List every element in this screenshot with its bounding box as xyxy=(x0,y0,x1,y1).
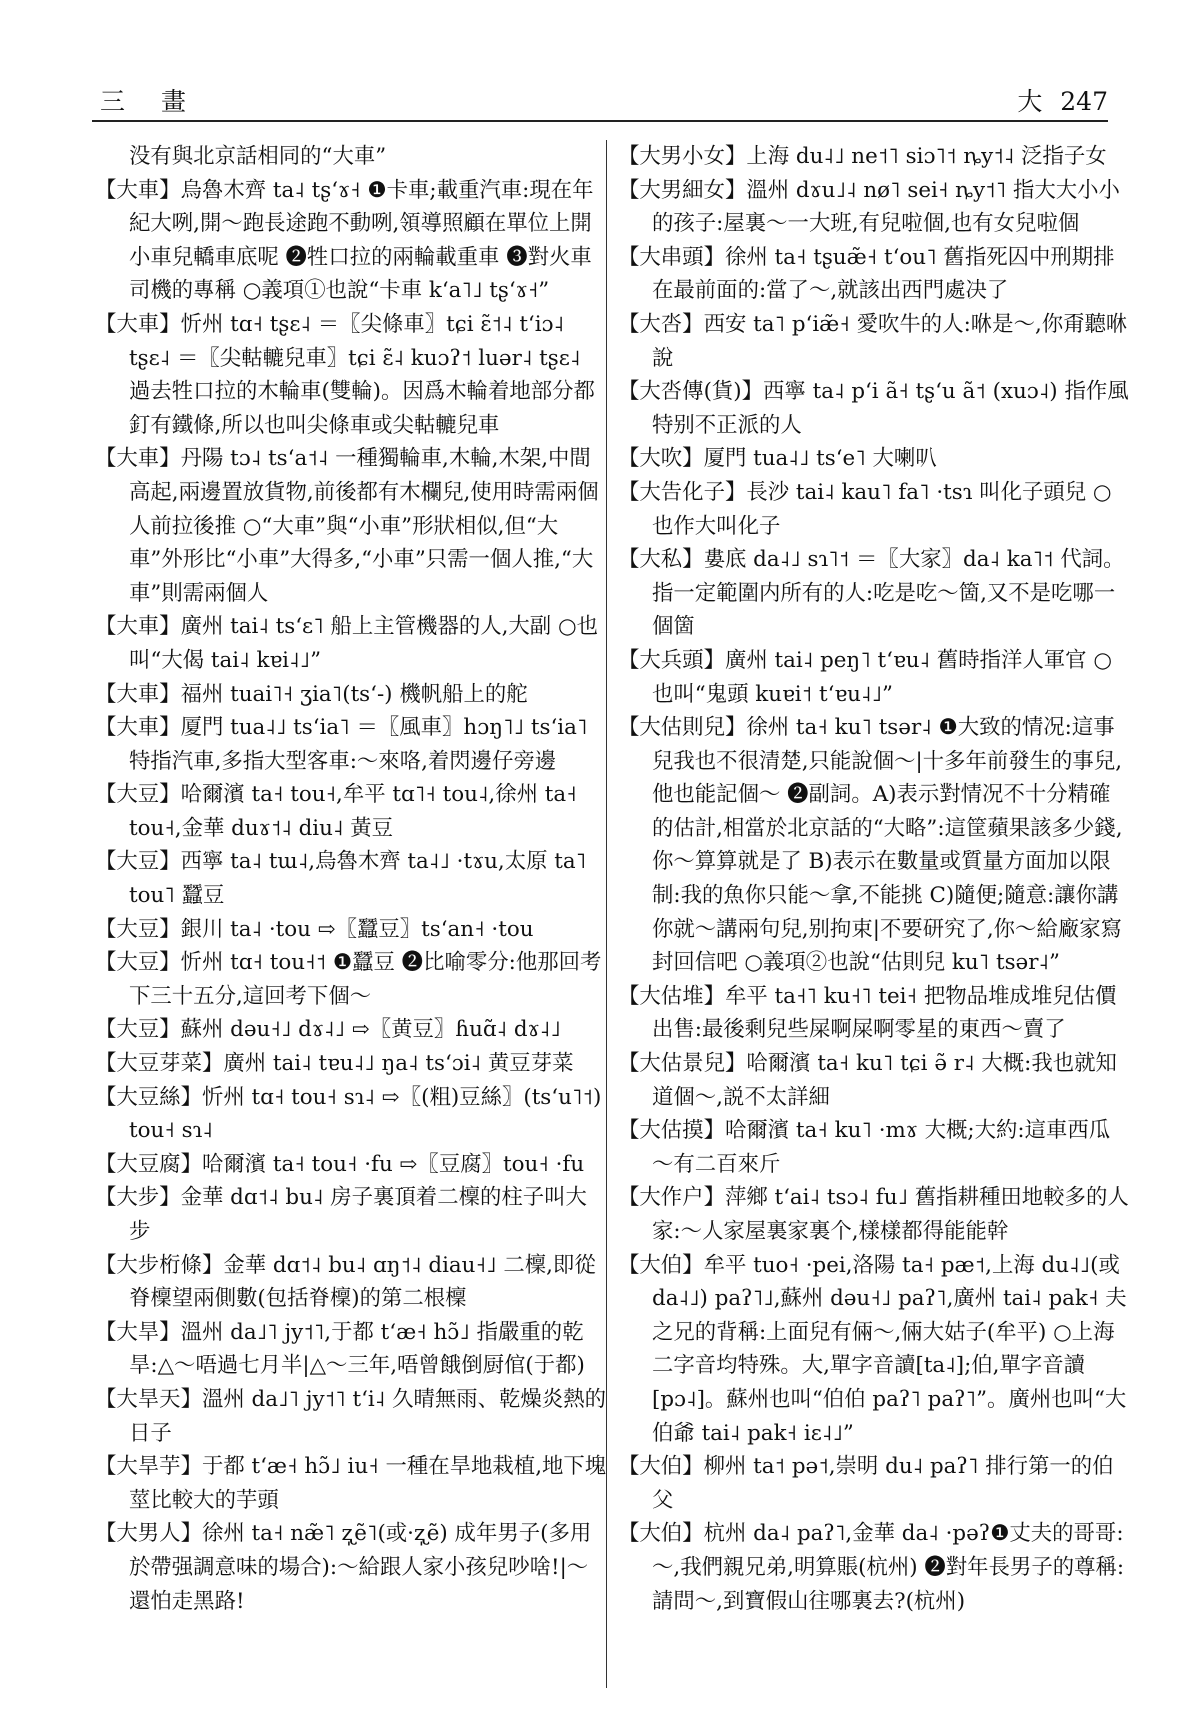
dictionary-entry: 【大車】廣州 tai˨ tsʻɛ˥ 船上主管機器的人,大副 ○也叫“大偈 tai˨ kɐi˨˩” xyxy=(95,614,599,673)
dictionary-entry: 【大吹】厦門 tua˨˩ tsʻe˥ 大喇叭 xyxy=(618,446,937,472)
left-column xyxy=(95,140,607,1618)
dictionary-entry: 【大呇】西安 ta˥ pʻiæ̃˧ 愛吹牛的人:咻是～,你甭聽咻說 xyxy=(618,311,1128,371)
dictionary-entry: 没有與北京話相同的“大車” xyxy=(129,144,387,169)
dictionary-entry: 【大旱芋】于都 tʻæ˧ hɔ̃˩ iu˧ 一種在旱地栽植,地下塊莖比較大的芋頭 xyxy=(95,1454,607,1513)
section-title: 三 畫 xyxy=(100,87,200,116)
dictionary-entry: 【大車】福州 tuai˥˧ ʒia˥(tsʻ-) 機帆船上的舵 xyxy=(95,681,528,707)
dictionary-entry: 【大豆】忻州 tɑ˧ tou˧˦ ❶蠶豆 ❷比喻零分:他那回考下三十五分,這回考下個～ xyxy=(95,950,602,1009)
dictionary-entry: 【大呇傳(貨)】西寧 ta˨ pʻi ã˧ tʂʻu ã˦ (xuɔ˨) 指作風特别不正派的人 xyxy=(618,379,1129,438)
dictionary-entry: 【大步桁條】金華 dɑ˦˨ bu˨ ɑŋ˦˨ diau˧˩ 二檁,即從脊檁望兩側數(包括脊檁)的第二根檁 xyxy=(95,1252,596,1312)
dictionary-entry: 【大作户】萍鄉 tʻai˨ tsɔ˨ fu˩ 舊指耕種田地較多的人家:～人家屋裏家裏个,樣樣都得能能幹 xyxy=(618,1185,1129,1244)
dictionary-entry: 【大車】忻州 tɑ˧ tʂɛ˨ ＝〖尖條車〗tɕi ɛ̃˦˨ tʻiɔ˨ tʂɛ˨ ＝〖尖軲轆兒車〗tɕi ɛ̃˨ kuɔʔ˦ luər˨ tʂɛ˨ 過去牲口拉的木輪車(雙輪)。因爲木輪着地部分都釘有鐵條,所以也叫尖條車或尖軲轆兒車 xyxy=(95,311,595,438)
page-number: 247 xyxy=(1060,87,1108,116)
dictionary-entry: 【大豆】蘇州 dəu˧˩ dɤ˨˩ ⇨〖黄豆〗ɦuɑ̃˨ dɤ˨˩ xyxy=(95,1017,561,1043)
dictionary-entry: 【大豆】銀川 ta˨ ·tou ⇨〖蠶豆〗tsʻan˧ ·tou xyxy=(95,916,534,942)
dictionary-entry: 【大車】厦門 tua˨˩ tsʻia˥ ＝〖風車〗hɔŋ˥˩ tsʻia˥ 特指汽車,多指大型客車:～來咯,着閃邊仔旁邊 xyxy=(95,715,588,774)
dictionary-entry: 【大串頭】徐州 ta˧ tʂuæ̃˧ tʻou˥ 舊指死囚中刑期排在最前面的:當了～,就該出西門處决了 xyxy=(618,244,1115,304)
dictionary-entry: 【大豆芽菜】廣州 tai˨ tɐu˨˩ ŋa˨ tsʻɔi˨ 黄豆芽菜 xyxy=(95,1051,574,1077)
dictionary-entry: 【大豆腐】哈爾濱 ta˧ tou˧ ·fu ⇨〖豆腐〗tou˧ ·fu xyxy=(95,1151,585,1177)
dictionary-entry: 【大伯】牟平 tuo˧ ·pei,洛陽 ta˧ pæ˦,上海 du˨˩(或 da˨˩) paʔ˥˩,蘇州 dəu˧˩ paʔ˥,廣州 tai˨ pak˧ 夫之兄的背稱:上面兒有倆～,倆大姑子(牟平) ○上海二字音均特殊。大,單字音讀[ta˨];伯,單字音讀[pɔ˨]。蘇州也叫“伯伯 paʔ˥ paʔ˥”。廣州也叫“大伯爺 tai˨ pak˧ iɛ˨˩” xyxy=(618,1252,1127,1446)
dictionary-entry: 【大伯】柳州 ta˦ pə˦,崇明 du˨ paʔ˥ 排行第一的伯父 xyxy=(618,1454,1114,1513)
right-column xyxy=(618,140,1130,1618)
dictionary-entry: 【大私】婁底 da˨˩ sɿ˥˦ ＝〖大家〗da˨ ka˥˦ 代詞。指一定範圍内所有的人:吃是吃～箇,又不是吃哪一個箇 xyxy=(618,547,1125,640)
dictionary-entry: 【大旱】溫州 da˩˥ jy˦˥,于都 tʻæ˧ hɔ̃˩ 指嚴重的乾旱:△～唔過七月半|△～三年,唔曾餓倒厨倌(于都) xyxy=(95,1319,585,1379)
dictionary-entry: 【大男人】徐州 ta˧ næ̃˥ ʐ̩ẽ˥(或·ʐ̩ẽ) 成年男子(多用於帶强調意味的場合):～給跟人家小孩兒吵啥!|～還怕走黑路! xyxy=(95,1521,592,1614)
dictionary-entry: 【大車】烏魯木齊 ta˨ tʂʻɤ˧ ❶卡車;載重汽車:現在年紀大咧,開～跑長途跑不動咧,領導照顧在單位上開小車兒轎車底呢 ❷牲口拉的兩輪載重車 ❸對火車司機的專稱 ○義項①也說“卡車 kʻa˥˩ tʂʻɤ˧” xyxy=(95,177,594,304)
dictionary-entry: 【大兵頭】廣州 tai˨ peŋ˥ tʻɐu˨ 舊時指洋人軍官 ○也叫“鬼頭 kuɐi˦ tʻɐu˨˩” xyxy=(618,647,1113,707)
dictionary-entry: 【大告化子】長沙 tai˨ kau˥ fa˥ ·tsɿ 叫化子頭兒 ○也作大叫化子 xyxy=(618,479,1112,539)
head-character: 大 xyxy=(1017,87,1043,116)
page-header xyxy=(92,80,1108,122)
dictionary-entry: 【大估堆】牟平 ta˧˥ ku˧˥ tei˧ 把物品堆成堆兒估價出售:最後剩兒些屎啊屎啊零星的東西～賣了 xyxy=(618,983,1117,1043)
dictionary-entry: 【大旱天】溫州 da˩˥ jy˦˥ tʻi˨ 久晴無雨、乾燥炎熱的日子 xyxy=(95,1386,606,1446)
dictionary-entry: 【大豆絲】忻州 tɑ˧ tou˧ sɿ˨ ⇨〖(粗)豆絲〗(tsʻu˥˦) tou˧ sɿ˨ xyxy=(95,1084,602,1144)
running-head xyxy=(1007,82,1108,118)
dictionary-entry: 【大男小女】上海 du˨˩ ne˦˥ siɔ˥˦ ȵy˦˨ 泛指子女 xyxy=(618,144,1107,169)
dictionary-entry: 【大男細女】溫州 dɤu˩˨ nø˥ sei˧ ȵy˦˥ 指大大小小的孩子:屋裏～一大班,有兒啦個,也有女兒啦個 xyxy=(618,177,1120,237)
dictionary-entry: 【大步】金華 dɑ˦˨ bu˨ 房子裏頂着二檁的柱子叫大步 xyxy=(95,1185,587,1244)
dictionary-entry: 【大車】丹陽 tɔ˨ tsʻa˦˨ 一種獨輪車,木輪,木架,中間高起,兩邊置放貨物,前後都有木欄兒,使用時需兩個人前拉後推 ○“大車”與“小車”形狀相似,但“大車”外形比“小車”大得多,“小車”只需一個人推,“大車”則需兩個人 xyxy=(95,446,599,606)
dictionary-entry: 【大豆】西寧 ta˨ tɯ˨,烏魯木齊 ta˨˩ ·tɤu,太原 ta˥ tou˥ 蠶豆 xyxy=(95,849,587,909)
dictionary-entry: 【大豆】哈爾濱 ta˧ tou˧,牟平 tɑ˥˧ tou˨,徐州 ta˧ tou˧,金華 duɤ˦˨ diu˨ 黃豆 xyxy=(95,782,577,841)
dictionary-entry: 【大伯】杭州 da˨ paʔ˥,金華 da˨ ·pəʔ❶丈夫的哥哥:～,我們親兄弟,明算賬(杭州) ❷對年長男子的尊稱:請問～,到寶假山往哪裏去?(杭州) xyxy=(618,1521,1125,1614)
dictionary-entry: 【大估摸】哈爾濱 ta˧ ku˥ ·mɤ 大概;大約:這車西瓜～有二百來斤 xyxy=(618,1118,1111,1177)
dictionary-entry: 【大估則兒】徐州 ta˧ ku˥ tsər˨ ❶大致的情况:這事兒我也不很清楚,只能說個～|十多年前發生的事兒,他也能記個～ ❷副詞。A)表示對情况不十分精確的估計,相當於北京話的“大略”:這筐蘋果該多少錢,你～算算就是了 B)表示在數量或質量方面加以限制:我的魚你只能～拿,不能挑 C)隨便;隨意:讓你講你就～講兩句兒,别拘束|不要研究了,你～給廠家寫封回信吧 ○義項②也說“估則兒 ku˥ tsər˨” xyxy=(618,715,1123,976)
dictionary-entry: 【大估景兒】哈爾濱 ta˧ ku˥ tɕi ə̃ r˨ 大概:我也就知道個～,説不太詳細 xyxy=(618,1051,1117,1110)
